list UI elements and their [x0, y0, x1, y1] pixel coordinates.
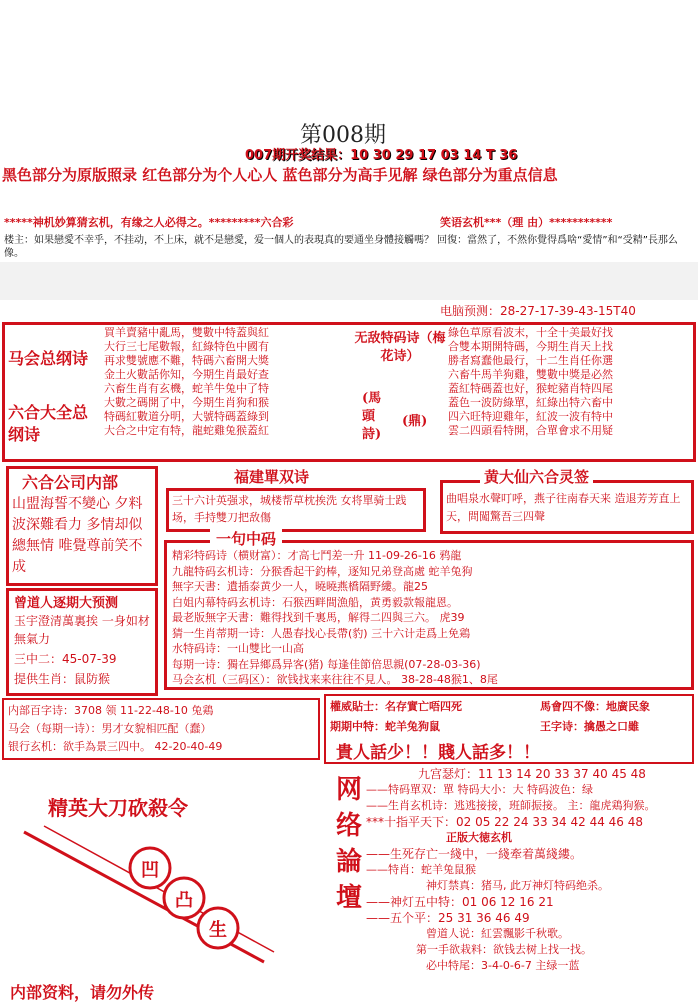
slogan: 貴人話少！！賤人話多！！ — [336, 743, 540, 763]
forum-line: 必中特尾：3-4-0-6-7 主绿一蓝 — [426, 959, 580, 972]
center-poem-title: 无敌特码诗（梅花诗） — [354, 331, 446, 364]
poem-line: 六畜生肖有玄機，蛇羊牛兔中了特 — [104, 382, 269, 395]
stamp-text-2: 凸 — [175, 890, 193, 911]
one-line-title: 一句中码 — [210, 528, 282, 549]
poem-line: 特碼紅數道分明，大號特碼蓋綠到 — [104, 410, 269, 423]
company-title: 六合公司内部 — [22, 473, 119, 492]
zengdaoren-poem: 玉宇澄清萬裏挨 一身如材無氣力 — [14, 614, 150, 646]
stamp-text-1: 凹 — [141, 860, 159, 881]
center-poem-sub-2: (鼎) — [402, 414, 428, 429]
poem-line: 金土火數話你知，今期生肖最好查 — [104, 368, 269, 381]
intro-body: 楼主：如果戀愛不幸乎，不挂动，不上床，就不是戀愛，爱一個人的表現真的要通坐身體接觸嗎？ 回復：當然了，不然你覺得爲啥“愛情”和“受精”長那么像。 — [4, 235, 678, 259]
poem-line: 合雙本期開特碼，今期生肖天上找 — [448, 340, 613, 353]
poem-line: 大行三七尾數報，紅綠特色中國有 — [104, 340, 269, 353]
poems-right — [448, 326, 693, 438]
fujian-text: 三十六计英强求，城楼帮草枕挨洗 女将單骑士践场，手持雙刀把敌傷 — [172, 494, 407, 524]
forum-line: 曾道人说：紅雲飄影千秋歌。 — [426, 927, 569, 940]
forum-line: ——生死存亡一綫中，一綫牽着萬綫縷。 — [366, 847, 583, 861]
code-line: 白姐内幕特码玄机诗：石猴西畔間漁船，黄勇毅款報龍恩。 — [172, 595, 458, 609]
last-result: 007期开奖结果：10 30 29 17 03 14 T 36 — [245, 148, 518, 163]
provider-zodiac: 提供生肖：鼠防猴 — [14, 672, 111, 686]
forum-line: 第一手欲栽料：欲钱去树上找一找。 — [416, 943, 592, 956]
forum-vertical-title: 网络論壇 — [336, 775, 363, 913]
mahui-four: 馬會四不像：地廣民象 — [540, 700, 650, 713]
forum-line: ——特码單双：單 特码大小：大 特码波色：绿 — [366, 783, 593, 796]
forum-list — [366, 766, 694, 974]
forum-line: ——神灯五中特：01 06 12 16 21 — [366, 895, 554, 909]
company-text: 山盟海誓不變心 夕料波深難看力 多情却似總無情 唯覺尊前笑不成 — [12, 496, 143, 575]
internal-line-3: 银行玄机：欲手為景三四中。 42-20-40-49 — [8, 740, 223, 753]
poem-line: 四六旺特迎雞年，紅波一波有特中 — [448, 410, 613, 423]
poem-line: 六畜牛馬羊狗雞，雙數中獎是必然 — [448, 368, 613, 381]
center-poem-sub-1: (馬頭詩) — [362, 391, 382, 442]
code-line: 九龍特码玄机诗：分猴香起干釣棒，逐知兄弟登高處 蛇羊兔狗 — [172, 564, 473, 578]
zengdaoren-title: 曾道人逐期大预测 — [14, 596, 119, 611]
label-mahui: 马会总纲诗 — [8, 349, 89, 368]
fujian-title: 福建單双诗 — [230, 466, 313, 487]
poem-line: 買羊賣豬中亂馬，雙數中特蓋與紅 — [104, 326, 269, 339]
code-line: 精彩特码诗（横财富）：才高七鬥差一升 11-09-26-16 鸦龍 — [172, 549, 462, 562]
code-line: 無字天書：遺插泰黄少一人，曉曉燕橋隔野縷。龍25 — [172, 580, 428, 593]
issue-title: 第008期 — [300, 123, 386, 148]
forum-line: 神灯禁真：猪马, 此万神灯特码绝杀。 — [426, 879, 609, 892]
wongtaisin-title: 黄大仙六合灵签 — [480, 466, 593, 487]
poem-line: 大數之碼開了中，今期生肖狗和猴 — [104, 396, 269, 409]
intro-grey-band — [0, 262, 698, 300]
poem-line: 蓋紅特碼蓋也好，猴蛇豬肖特四尾 — [448, 382, 613, 395]
poem-line: 蓋色一波防綠單，紅綠出特六畜中 — [448, 396, 613, 409]
poem-line: 再求雙號應不難，特碼六畜開大獎 — [104, 354, 269, 367]
forum-line: ——生肖玄机诗：逃逃接接，班師振接。 主：龍虎鶏狗猴。 — [366, 799, 656, 812]
banner-title: 精英大刀砍殺令 — [48, 796, 188, 820]
sword-illustration — [4, 812, 304, 982]
label-liuhe: 六合大全总纲诗 — [8, 403, 89, 444]
poem-line: 大合之中定有特，龍蛇雞兔猴蓋紅 — [104, 424, 269, 437]
internal-line-2: 马会（每期一诗）：男才女貌相匹配（蠢） — [8, 722, 212, 735]
poem-line: 勝者寫蠢他最行，十二生肖任你選 — [448, 354, 613, 367]
intro-right-title: 笑语玄机***（理 由）*********** — [440, 216, 613, 229]
forum-line: ——五个平：25 31 36 46 49 — [366, 911, 530, 925]
internal-footer: 内部资料，请勿外传 — [10, 983, 155, 1002]
color-legend: 黑色部分为原版照录 红色部分为个人心人 蓝色部分为高手见解 绿色部分为重点信息 — [2, 166, 558, 184]
one-line-list — [172, 548, 692, 688]
code-line: 马会玄机（三码区）：欲钱找来来往往不見人。 38-28-48猴1、8尾 — [172, 673, 498, 686]
authority-tip: 權威貼士：名存實亡唔四死 — [330, 700, 462, 713]
wangzi-poem: 王字诗：擒愚之口雖 — [540, 720, 639, 733]
nine-code: 九宫瑟灯：11 13 14 20 33 37 40 45 48 — [418, 767, 646, 781]
three-in-two: 三中二：45-07-39 — [14, 652, 117, 666]
poems-middle — [104, 326, 354, 438]
forum-line: ***十指平天下：02 05 22 24 33 34 42 44 46 48 — [366, 815, 644, 829]
computer-prediction: 电脑预测：28-27-17-39-43-15T40 — [440, 304, 636, 318]
code-line: 最老版無字天書：難得找到千裏馬，解得二四與三六。 虎39 — [172, 611, 465, 624]
every-issue: 期期中特：蛇羊兔狗鼠 — [330, 720, 440, 733]
sword-edge — [44, 826, 274, 952]
internal-line-1: 内部百字诗：3708 领 11-22-48-10 兔鶏 — [8, 704, 214, 717]
poem-line: 雲二四頭看特開，合單會求不用疑 — [448, 424, 613, 437]
intro-left-title: *****神机妙算猜玄机，有缘之人必得之。*********六合彩 — [4, 216, 294, 229]
code-line: 每期一诗：獨在异鄉爲异客(猪) 每逢佳節倍思親(07-28-03-36) — [172, 657, 481, 671]
forum-line: ——特肖：蛇羊兔鼠猴 — [366, 863, 476, 876]
code-line: 水特码诗：一山雙比一山高 — [172, 642, 304, 655]
poem-line: 綠色草原看波末，十全十美最好找 — [448, 326, 613, 339]
code-line: 猜一生肖蒂期一诗：人愚春找心長帶(豹) 三十六计走爲上免鶏 — [172, 626, 471, 640]
wongtaisin-text: 曲唱泉水聲叮呼，燕子往南春天来 造退芳芳直上天，問闖驚吾三四聲 — [446, 492, 681, 523]
stamp-text-3: 生 — [209, 920, 227, 941]
forum-line: 正版大徳玄机 — [446, 831, 512, 844]
